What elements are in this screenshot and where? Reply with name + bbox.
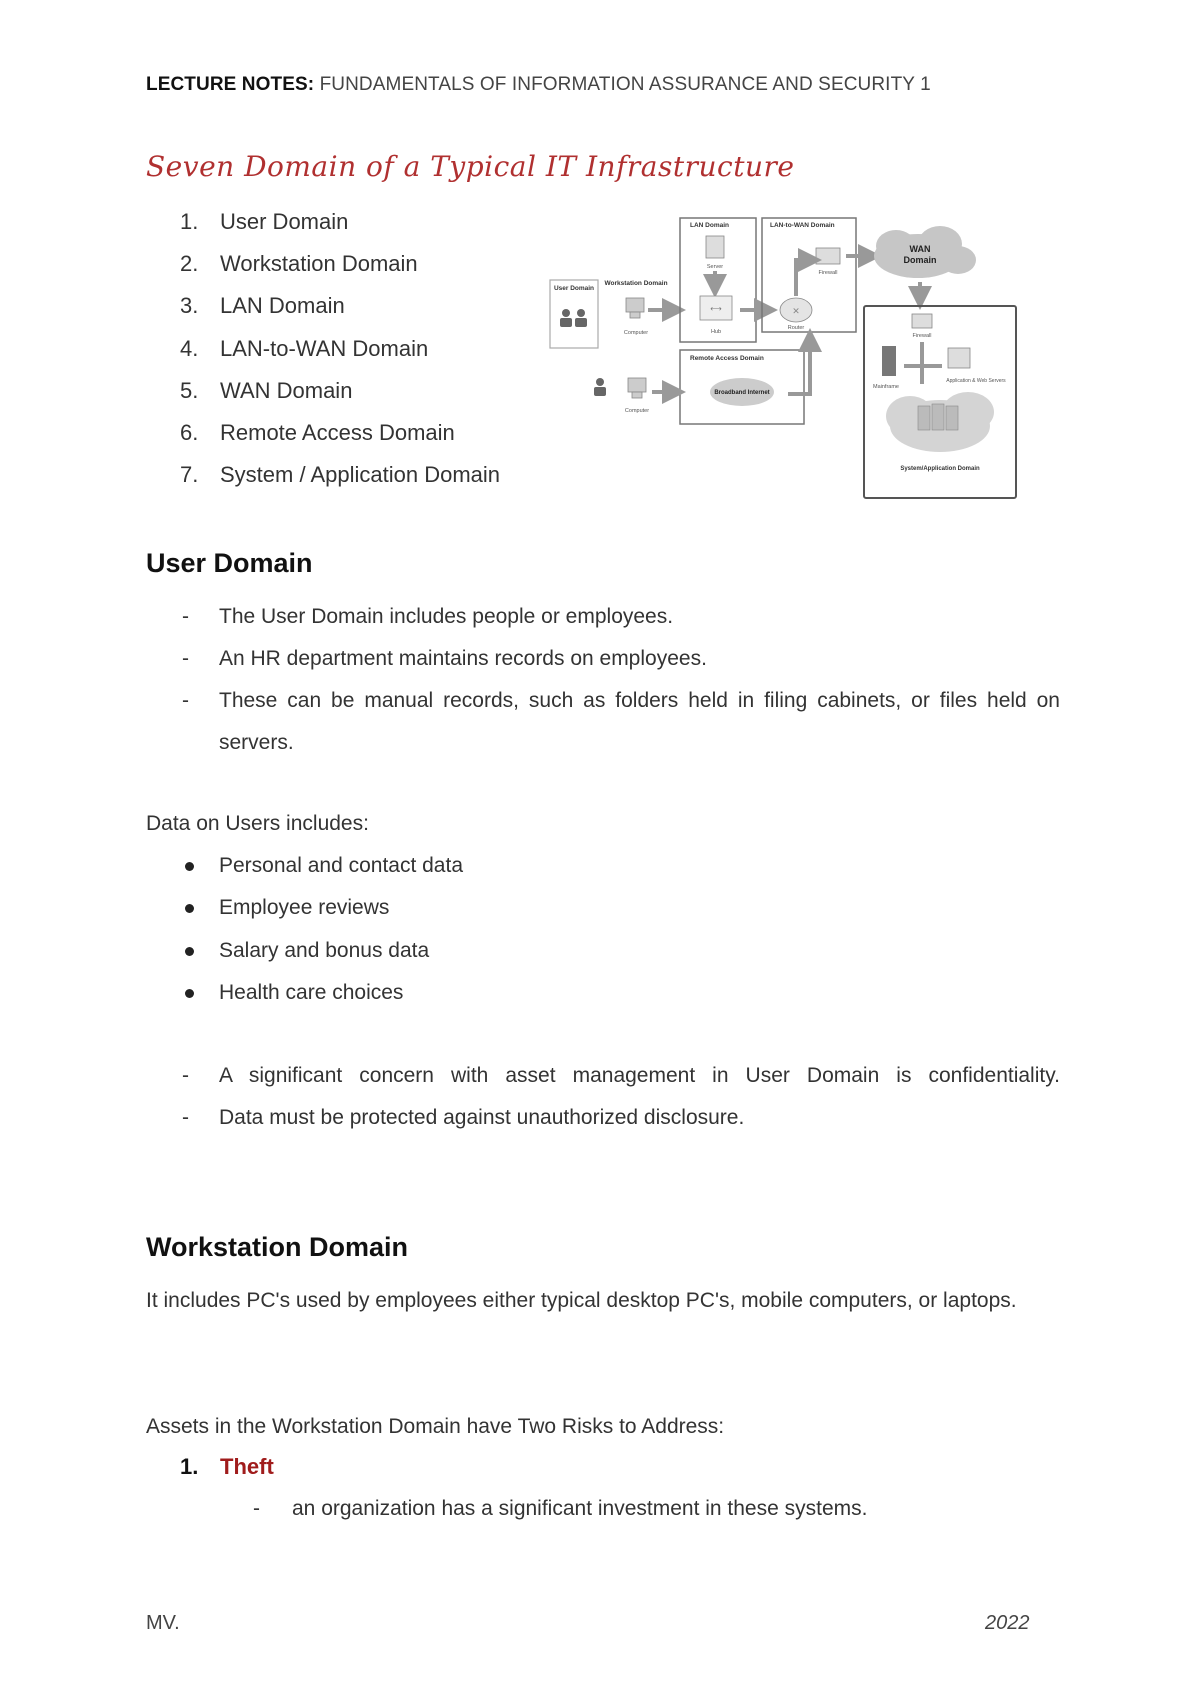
router-cross-icon: ✕: [792, 306, 800, 316]
remote-access-label: Remote Access Domain: [690, 355, 764, 362]
system-app-label: System/Application Domain: [900, 466, 980, 472]
risk-number: 1.: [180, 1454, 199, 1479]
footer-author: MV.: [146, 1612, 180, 1634]
list-label: Remote Access Domain: [220, 419, 455, 445]
risk-theft: [180, 1452, 274, 1482]
list-number: 4.: [180, 335, 199, 361]
wan-domain-label-2: Domain: [903, 255, 937, 265]
user-domain-concerns: [180, 1055, 1060, 1139]
header-label: LECTURE NOTES:: [146, 74, 315, 95]
list-item: - These can be manual records, such as folders held in filing cabinets, or files held on servers.: [180, 680, 1060, 764]
header-course: FUNDAMENTALS OF INFORMATION ASSURANCE AND SECURITY 1: [319, 74, 931, 95]
user-data-list: [180, 845, 463, 1015]
router-label: Router: [787, 325, 805, 331]
page-header: [146, 74, 931, 96]
firewall2-icon: [912, 314, 932, 328]
list-label: User Domain: [220, 209, 349, 234]
dash-marker: -: [253, 1497, 260, 1520]
list-label: System / Application Domain: [220, 462, 501, 488]
firewall-icon: [816, 248, 840, 264]
list-item: Personal and contact data: [180, 845, 463, 887]
list-item: Salary and bonus data: [180, 930, 463, 972]
remote-user-icon: [594, 378, 606, 396]
hub-arrow-icon: ⟷: [710, 304, 722, 313]
list-label: Workstation Domain: [220, 251, 418, 277]
list-item: - A significant concern with asset management in User Domain is confidentiality.: [180, 1055, 1060, 1097]
app-servers-icon: [948, 348, 970, 368]
workstation-description: It includes PC's used by employees either typical desktop PC's, mobile computers, or laptops.: [146, 1289, 1017, 1312]
list-item: [180, 208, 500, 250]
list-label: LAN Domain: [220, 293, 345, 319]
server-icon: [706, 236, 724, 258]
domains-list: [180, 208, 500, 503]
list-item: Health care choices: [180, 972, 463, 1014]
list-item: [180, 461, 500, 503]
mainframe-icon: [882, 346, 896, 376]
workstation-domain-label: Workstation Domain: [604, 280, 668, 287]
list-number: 5.: [180, 377, 199, 403]
list-label: WAN Domain: [220, 377, 353, 403]
lan-to-wan-label: LAN-to-WAN Domain: [770, 222, 835, 229]
list-number: 7.: [180, 462, 199, 488]
user-domain-heading: User Domain: [146, 548, 313, 578]
user-domain-points: [180, 596, 1060, 764]
arrow: [788, 340, 810, 394]
list-number: 6.: [180, 419, 199, 445]
it-infrastructure-diagram: [548, 216, 1020, 502]
broadband-label: Broadband Internet: [714, 390, 770, 396]
list-item: - An HR department maintains records on employees.: [180, 638, 1060, 680]
firewall2-label: Firewall: [912, 333, 932, 339]
firewall-label: Firewall: [818, 270, 838, 276]
remote-computer-label: Computer: [624, 408, 650, 414]
list-number: 2.: [180, 251, 199, 277]
lan-domain-label: LAN Domain: [690, 222, 729, 229]
data-intro: Data on Users includes:: [146, 812, 369, 835]
app-servers-label: Application & Web Servers: [946, 378, 1006, 384]
computer-icon: [626, 298, 644, 318]
theft-point-text: an organization has a significant investment in these systems.: [292, 1497, 868, 1520]
remote-computer-icon: [628, 378, 646, 398]
list-item: [180, 377, 500, 419]
user-domain-label: User Domain: [553, 285, 595, 292]
list-number: 1.: [180, 209, 199, 234]
workstation-domain-heading: Workstation Domain: [146, 1232, 409, 1262]
footer-year: 2022: [985, 1612, 1030, 1634]
computer-label: Computer: [623, 330, 649, 336]
list-item: [180, 335, 500, 377]
risk-title: Theft: [220, 1454, 274, 1479]
servers-cluster-icon: [918, 404, 958, 430]
list-item: Employee reviews: [180, 887, 463, 929]
list-number: 3.: [180, 293, 199, 319]
list-item: - The User Domain includes people or employees.: [180, 596, 1060, 638]
risks-intro: Assets in the Workstation Domain have Two Risks to Address:: [146, 1415, 725, 1438]
list-item: [180, 292, 500, 334]
list-item: [180, 419, 500, 461]
list-item: - Data must be protected against unauthorized disclosure.: [180, 1097, 1060, 1139]
list-label: LAN-to-WAN Domain: [220, 335, 429, 361]
theft-point: [253, 1494, 867, 1524]
server-label: Server: [706, 264, 724, 270]
arrow: [796, 260, 810, 296]
mainframe-label: Mainframe: [873, 384, 899, 390]
page-title: Seven Domain of a Typical IT Infrastructure: [146, 150, 795, 183]
wan-domain-label-1: WAN: [909, 244, 931, 254]
hub-label: Hub: [710, 329, 722, 335]
list-item: [180, 250, 500, 292]
